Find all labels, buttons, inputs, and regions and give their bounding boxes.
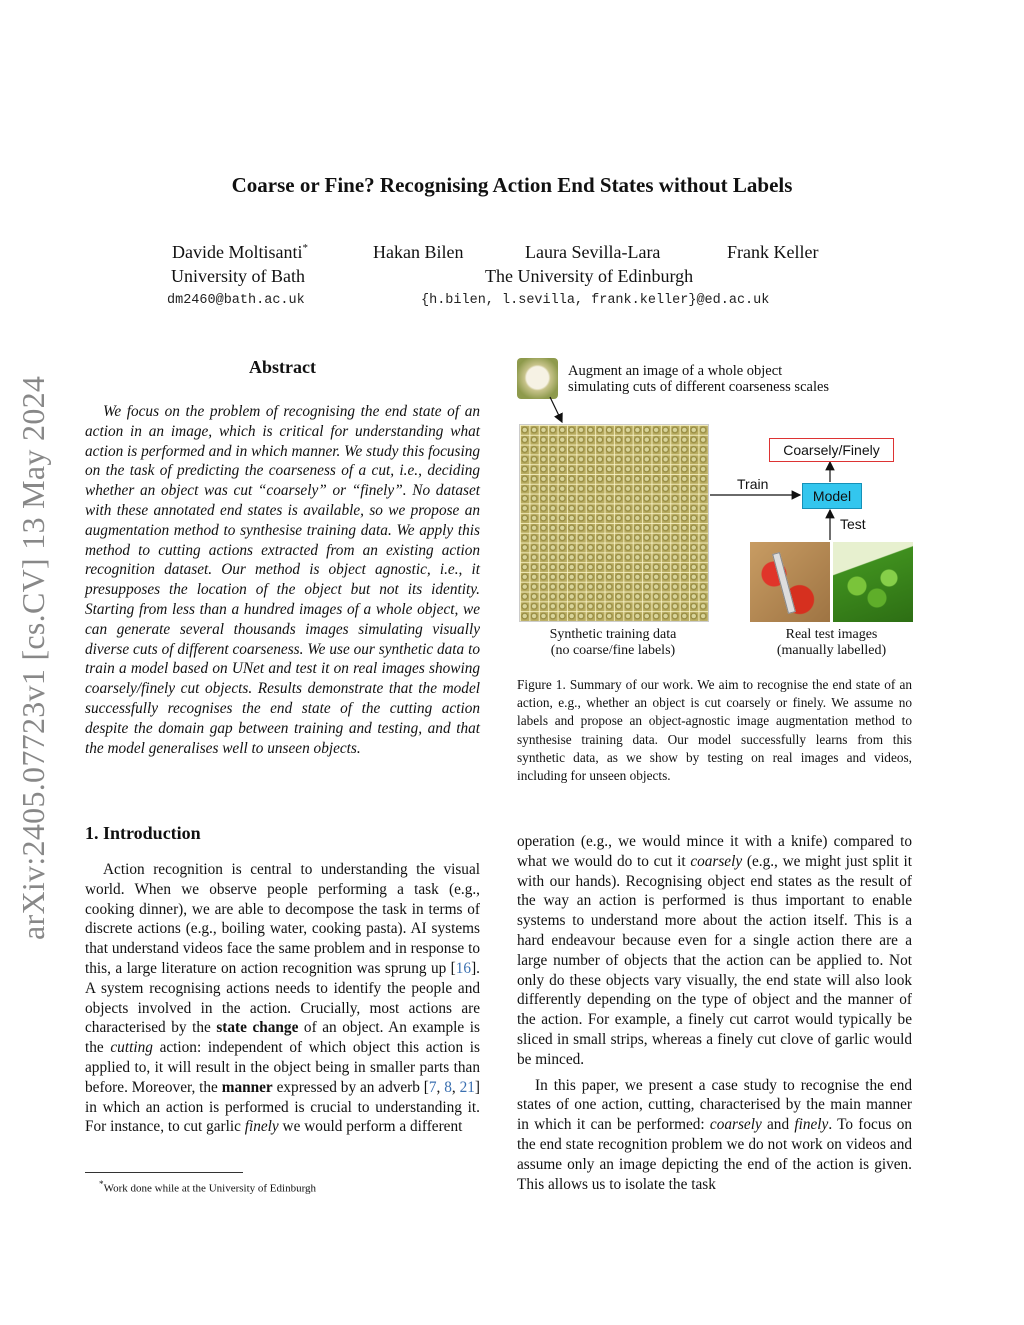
text-run: action: independent of which object this action is applied to, it will result in the object being in smaller parts than before. Moreover, the — [85, 1039, 480, 1096]
author-sevilla-lara: Laura Sevilla-Lara — [525, 242, 661, 262]
real-label-line-2: (manually labelled) — [776, 643, 887, 658]
text-run: (e.g., we might just split it with our hands). Recognising object end states as the result of the way an action is performed is thus important to enable systems to understand more about the action itself. This is a hard endeavour because even for a single action there are a large number of objects that the action can be applied to. Not only do these objects vary visually, the end state will also look differently depending on the type of object and the manner of the action. For example, a finely cut carrot would typically be sliced in small strips, whereas a finely cut clove of garlic would be minced. — [517, 852, 913, 1068]
synthetic-label-line-1: Synthetic training data — [549, 627, 677, 642]
citation-link[interactable]: 8 — [444, 1078, 452, 1096]
introduction-paragraph-1-cont — [517, 832, 912, 1070]
author-moltisanti — [172, 242, 308, 263]
real-test-label — [750, 627, 913, 659]
citation-link[interactable]: 7 — [428, 1078, 437, 1096]
introduction-right-column — [517, 832, 912, 1194]
email-bath: dm2460@bath.ac.uk — [167, 293, 305, 308]
text-run: In this paper, we present a case study to recognise the end states of one action, cutting, characterised by the main manner in which it can be performed: — [517, 1076, 912, 1134]
synthetic-label-line-2: (no coarse/fine labels) — [550, 643, 676, 658]
text-run: . To focus on the end state recognition problem we do not work on videos and assume only an image depicting the end of the action is given. This allows us to isolate the task — [517, 1116, 912, 1193]
real-label-line-1: Real test images — [785, 627, 878, 642]
introduction-paragraph-2 — [517, 1076, 912, 1195]
abstract-heading: Abstract — [249, 357, 316, 377]
abstract-text: We focus on the problem of recognising the end state of an action in an image, which is critical for understanding what action is performed and in which manner. We study this focusing on the task of predicting the coarseness of a cut, i.e., deciding whether an object was cut “coarsely” or “finely”. No dataset with these annotated end states is available, so we propose an augmentation method to synthesise training data. We apply this method to cutting actions extracted from an existing action recognition dataset. Our method is object agnostic, i.e., it presupposes the location of the object but not its identity. Starting from less than a hundred images of a whole object, we can generate several thousands images simulating visually diverse cuts of different coarseness. We use our synthetic data to train a model based on UNet and test it on real images showing coarsely/finely cut objects. Results demonstrate that the model successfully recognises the end state of the cutting action despite the domain gap between training and testing, and that the model generalises well to unseen objects. — [85, 403, 481, 757]
text-run: of an object. An example is the — [85, 1019, 480, 1057]
synthetic-data-label — [519, 627, 707, 659]
citation-link[interactable]: 21 — [459, 1078, 475, 1096]
footnote-mark: * — [99, 1179, 104, 1189]
text-run: we would perform a different — [278, 1118, 463, 1136]
text-run: ] in which an action is performed is crucial to understanding it. For instance, to cut garlic — [85, 1078, 480, 1136]
test-label: Test — [840, 516, 866, 532]
italic-term: cutting — [110, 1039, 153, 1057]
augment-arrow — [550, 397, 562, 422]
augment-label-line-1: Augment an image of a whole object — [568, 363, 783, 379]
synthetic-images-grid — [519, 424, 709, 622]
footnote-divider — [85, 1172, 243, 1173]
affiliation-bath: University of Bath — [171, 266, 305, 286]
paper-title: Coarse or Fine? Recognising Action End States without Labels — [231, 173, 793, 197]
text-run: and — [761, 1116, 795, 1134]
italic-term: finely — [794, 1116, 829, 1134]
bold-term: manner — [221, 1078, 273, 1096]
citation-link[interactable]: 16 — [455, 959, 472, 977]
text-run: expressed by an adverb [ — [272, 1078, 429, 1096]
email-edinburgh: {h.bilen, l.sevilla, frank.keller}@ed.ac.uk — [421, 293, 770, 308]
bold-term: state change — [216, 1019, 299, 1037]
augment-label-line-2: simulating cuts of different coarseness scales — [568, 379, 830, 395]
model-box: Model — [802, 483, 862, 509]
text-run: operation (e.g., we would mince it with a knife) compared to what we would do to cut it — [517, 833, 912, 870]
text-run: Action recognition is central to understanding the visual world. When we observe people performing a task (e.g., cooking dinner), we are able to decompose the task in terms of discrete actions (e.g., boiling water, cooking pasta). AI systems that understand videos face the same problem and in response to this, a large literature on action recognition was sprung up [ — [85, 861, 480, 977]
introduction-heading: 1. Introduction — [85, 823, 201, 843]
affiliation-edinburgh: The University of Edinburgh — [485, 266, 694, 286]
arxiv-identifier: arXiv:2405.07723v1 [cs.CV] 13 May 2024 — [15, 375, 51, 940]
italic-term: coarsely — [709, 1116, 762, 1134]
footnote-mark: * — [302, 242, 308, 254]
coarsely-finely-output-box: Coarsely/Finely — [769, 438, 894, 462]
train-label: Train — [737, 476, 769, 492]
author-name: Davide Moltisanti — [172, 242, 303, 262]
author-bilen: Hakan Bilen — [373, 242, 464, 262]
author-keller: Frank Keller — [727, 242, 819, 262]
italic-term: coarsely — [690, 852, 743, 870]
text-run: ]. A system recognising actions needs to identify the people and objects involved in the action. Crucially, most actions are characterised by the — [85, 959, 480, 1037]
introduction-paragraph-1: Action recognition is central to understanding the visual world. When we observe people performing a task (e.g., cooking dinner), we are able to decompose the task in terms of discrete actions (e.g., boiling water, cooking pasta). AI systems that understand videos face the same problem and in response to this, a large literature on action recognition was sprung up [16]. A system recognising actions needs to identify the people and objects involved in the action. Crucially, most actions are characterised by the state change of an object. An example is the cutting action: independent of which object this action is applied to, it will result in the object being in smaller parts than before. Moreover, the manner expressed by an adverb [7, 8, 21] in which an action is performed is crucial to understanding it. For instance, to cut garlic finely we would perform a different — [85, 861, 480, 1136]
real-image-celery — [833, 542, 913, 622]
italic-term: finely — [244, 1118, 279, 1136]
footnote — [99, 1179, 316, 1195]
footnote-text: Work done while at the University of Edinburgh — [103, 1182, 317, 1195]
figure-caption: Figure 1. Summary of our work. We aim to recognise the end state of an action, e.g., whether an object is cut coarsely or finely. We assume no labels and propose an object-agnostic image augmentation method to synthesise training data. Our model successfully learns from this synthetic data, as we show by testing on real images and videos, including for unseen objects. — [517, 677, 912, 784]
